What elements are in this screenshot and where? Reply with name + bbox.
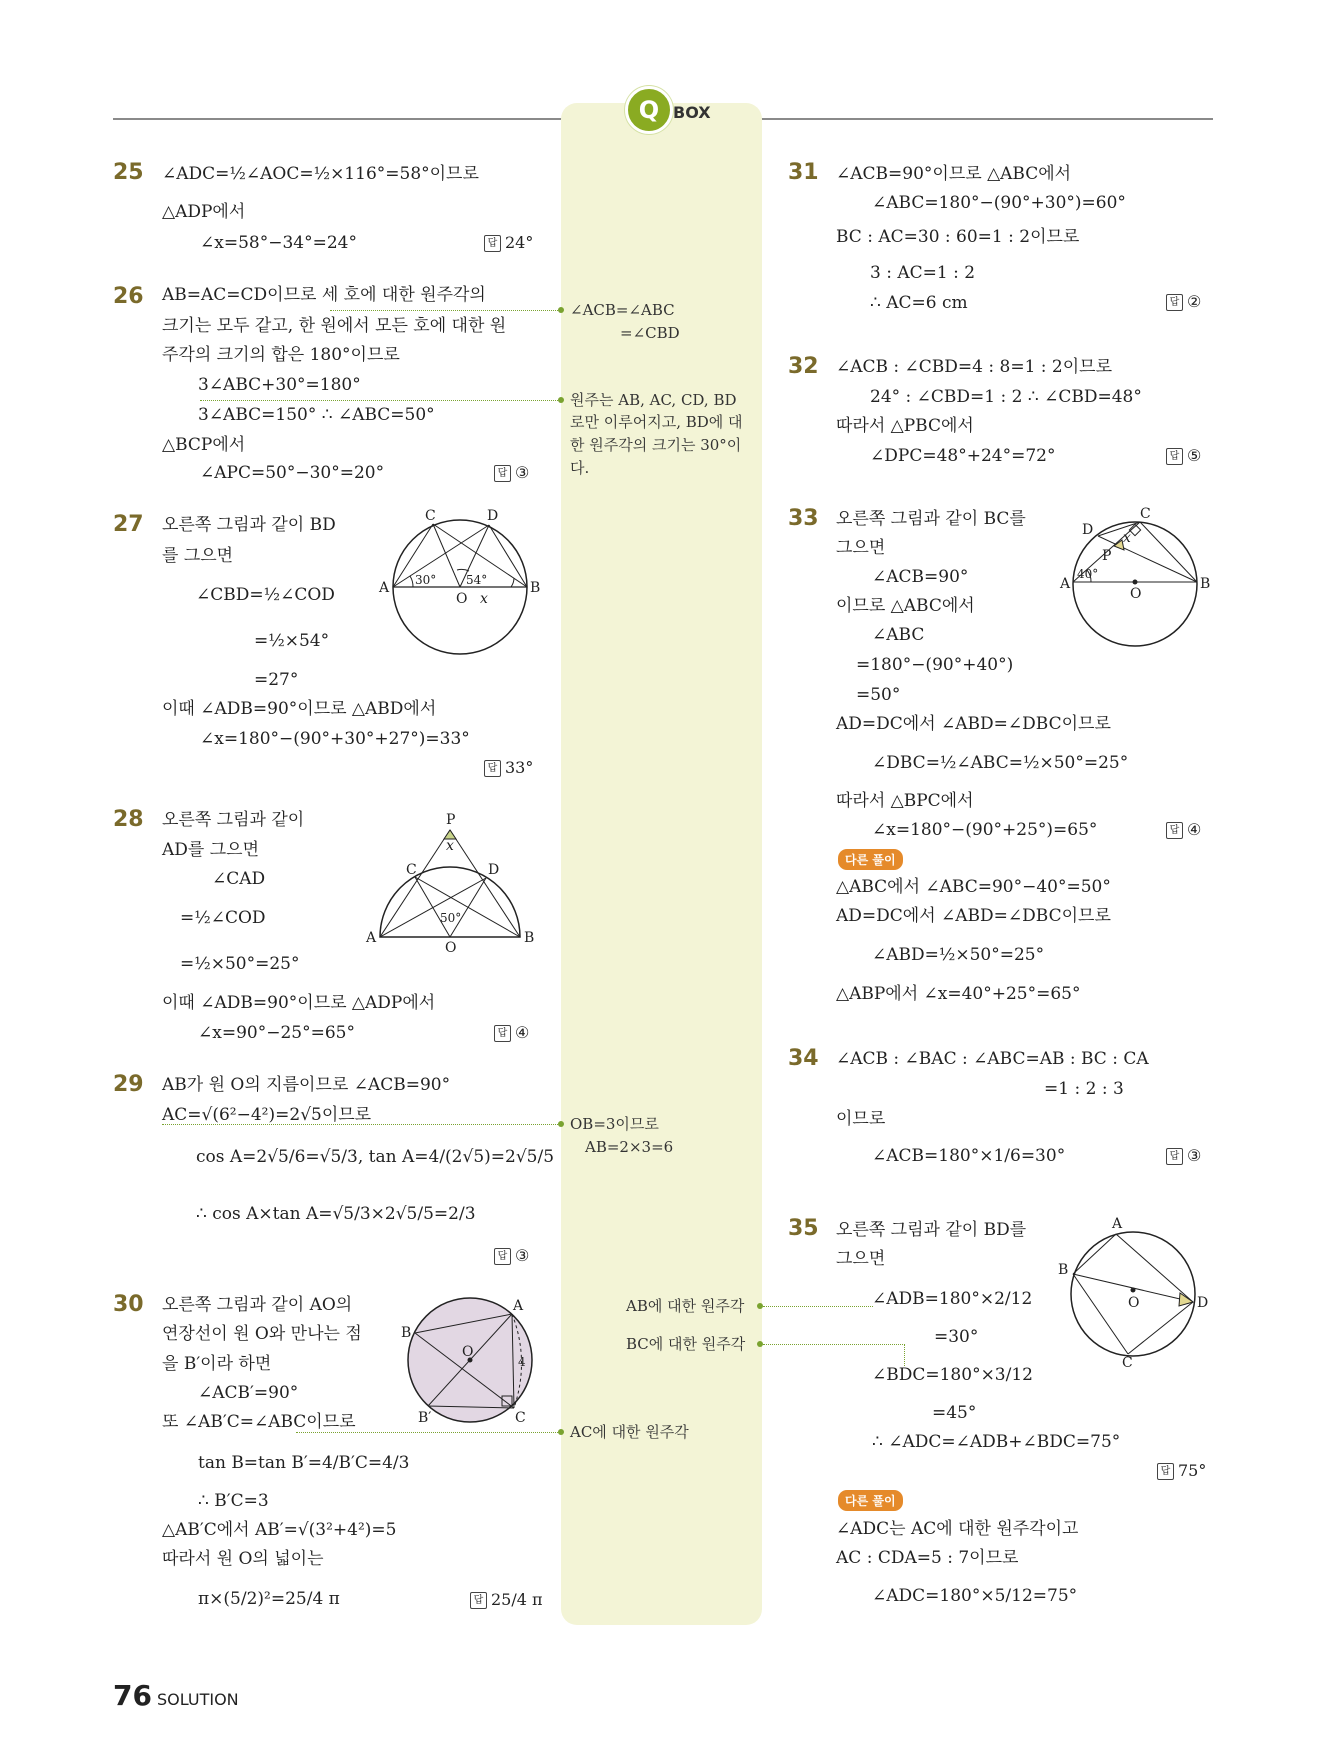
answer-icon: 답 [484, 760, 501, 777]
solution-line: tan B=tan B′=4/B′C=4/3 [198, 1453, 410, 1473]
answer: 답 ⑤ [1166, 446, 1201, 465]
figure-33 [1060, 506, 1211, 652]
fig33-label-o: O [1130, 586, 1142, 602]
solution-line: 오른쪽 그림과 같이 BC를 [836, 509, 1026, 529]
answer-icon: 답 [1157, 1463, 1174, 1480]
solution-line: ∴ cos A×tan A=√5/3×2√5/5=2/3 [196, 1204, 476, 1224]
fig28-label-b: B [524, 930, 535, 946]
problem-number: 33 [788, 506, 819, 531]
solution-line: =45° [932, 1403, 977, 1423]
solution-line: 연장선이 원 O와 만나는 점 [162, 1324, 362, 1344]
solution-line: AB가 원 O의 지름이므로 ∠ACB=90° [162, 1075, 451, 1095]
answer-icon: 답 [484, 235, 501, 252]
solution-line: 따라서 △BPC에서 [836, 791, 974, 811]
solution-line: 3 : AC=1 : 2 [870, 263, 976, 283]
box-label: BOX [673, 103, 711, 122]
solution-line: △BCP에서 [162, 435, 246, 455]
fig35-label-d: D [1197, 1295, 1209, 1311]
problem-number: 28 [113, 807, 144, 832]
qbox-note: AB에 대한 원주각 [626, 1297, 745, 1315]
solution-line: 이때 ∠ADB=90°이므로 △ADP에서 [162, 993, 436, 1013]
figure-28 [366, 812, 535, 956]
solution-line: ∠x=58°−34°=24° [200, 233, 357, 253]
answer-icon: 답 [1166, 822, 1183, 839]
fig33-label-d: D [1082, 522, 1094, 538]
solution-line: =½∠COD [180, 908, 266, 928]
qbox-note: AB=2×3=6 [585, 1138, 674, 1156]
fig33-label-a: A [1060, 576, 1071, 592]
solution-line: 을 B′이라 하면 [162, 1354, 272, 1374]
fig30-label-bprime: B′ [418, 1410, 432, 1426]
header-rule-left [113, 118, 565, 120]
fig30-label-4: 4 [518, 1355, 526, 1369]
qbox-note: AC에 대한 원주각 [570, 1423, 689, 1441]
qbox-note: 다. [570, 459, 590, 477]
fig27-label-c: C [425, 508, 436, 524]
solution-line: 오른쪽 그림과 같이 [162, 810, 305, 830]
solution-line: ∴ AC=6 cm [870, 293, 968, 313]
fig33-label-c: C [1140, 506, 1151, 522]
solution-line: =1 : 2 : 3 [1044, 1079, 1124, 1099]
solution-line: ∠ABC=180°−(90°+30°)=60° [872, 193, 1126, 213]
answer-icon: 답 [494, 1025, 511, 1042]
solution-line: AB=AC=CD이므로 세 호에 대한 원주각의 [162, 285, 486, 305]
solution-line: ∠ADC는 AC에 대한 원주각이고 [836, 1519, 1079, 1539]
answer: 답 ③ [494, 1246, 529, 1265]
solution-line: △ABP에서 ∠x=40°+25°=65° [836, 984, 1081, 1004]
solution-line: 주각의 크기의 합은 180°이므로 [162, 345, 400, 365]
fig33-label-x: x [1123, 530, 1131, 546]
note-connector [763, 1344, 905, 1345]
fig27-label-d: D [487, 508, 499, 524]
problem-number: 34 [788, 1046, 819, 1071]
fig28-label-x: x [446, 838, 454, 854]
solution-line: ∠ABD=½×50°=25° [872, 945, 1045, 965]
solution-line: 그으면 [836, 1249, 886, 1269]
solution-line: ∠CBD=½∠COD [196, 585, 335, 605]
note-connector [162, 1124, 558, 1125]
solution-line: ∠ACB=90°이므로 △ABC에서 [836, 164, 1072, 184]
fig30-label-b: B [401, 1325, 412, 1341]
answer-icon: 답 [1166, 448, 1183, 465]
qbox-note: 원주는 AB, AC, CD, BD [570, 391, 737, 409]
page-number: 76 [113, 1679, 152, 1712]
fig28-label-c: C [406, 862, 417, 878]
solution-line: ∠x=90°−25°=65° [198, 1023, 355, 1043]
problem-number: 35 [788, 1216, 819, 1241]
fig27-label-x: x [480, 591, 488, 607]
fig27-angle-54: 54° [466, 573, 488, 587]
problem-number: 27 [113, 512, 144, 537]
fig27-label-a: A [379, 580, 390, 596]
fig30-label-a: A [513, 1298, 524, 1314]
solution-line: ∴ B′C=3 [198, 1491, 269, 1511]
solution-line: AD를 그으면 [162, 840, 259, 860]
solution-line: 오른쪽 그림과 같이 BD를 [836, 1220, 1027, 1240]
solution-line: △ABC에서 ∠ABC=90°−40°=50° [836, 877, 1111, 897]
fig27-label-b: B [530, 580, 541, 596]
solution-line: 또 ∠AB′C=∠ABC이므로 [162, 1412, 356, 1432]
fig27-angle-30: 30° [415, 573, 437, 587]
fig30-label-o: O [462, 1344, 474, 1360]
solution-line: 3∠ABC+30°=180° [198, 375, 361, 395]
fig28-label-o: O [445, 940, 457, 956]
fig28-angle-50: 50° [440, 911, 462, 925]
solution-line: =180°−(90°+40°) [856, 655, 1014, 675]
note-connector [330, 310, 560, 311]
solution-line: ∠ADC=180°×5/12=75° [872, 1586, 1078, 1606]
fig28-label-a: A [366, 930, 377, 946]
solution-line: =½×50°=25° [180, 954, 300, 974]
problem-number: 29 [113, 1072, 144, 1097]
qbox-note: ∠ACB=∠ABC [570, 301, 675, 319]
answer: 답 ④ [494, 1023, 529, 1042]
answer: 답 ③ [1166, 1146, 1201, 1165]
solution-line: π×(5/2)²=25/4 π [198, 1589, 340, 1609]
solution-line: ∴ ∠ADC=∠ADB+∠BDC=75° [872, 1432, 1121, 1452]
qbox-note: BC에 대한 원주각 [626, 1335, 746, 1353]
fig33-label-p: P [1102, 548, 1112, 564]
qbox-note: OB=3이므로 [570, 1115, 659, 1133]
answer: 답 24° [484, 233, 533, 252]
solution-line: =½×54° [254, 631, 330, 651]
answer-icon: 답 [494, 1248, 511, 1265]
answer: 답 25/4 π [470, 1590, 543, 1609]
solution-line: 그으면 [836, 538, 886, 558]
header-rule-right [758, 118, 1213, 120]
fig33-label-b: B [1200, 576, 1211, 592]
solution-line: =30° [934, 1327, 979, 1347]
figure-35 [1058, 1214, 1218, 1371]
solution-line: ∠ADB=180°×2/12 [872, 1289, 1033, 1309]
solution-line: ∠x=180°−(90°+25°)=65° [872, 820, 1098, 840]
note-dot [558, 1121, 564, 1127]
figure-30 [400, 1290, 540, 1430]
fig33-angle-40: 40° [1077, 567, 1099, 581]
solution-line: 오른쪽 그림과 같이 BD [162, 515, 336, 535]
problem-number: 32 [788, 354, 819, 379]
problem-number: 26 [113, 284, 144, 309]
fig35-label-o: O [1128, 1295, 1140, 1311]
solution-line: 따라서 △PBC에서 [836, 416, 974, 436]
qbox-note: 로만 이루어지고, BD에 대 [570, 413, 743, 431]
solution-line: 이므로 [836, 1109, 886, 1129]
q-logo-icon: Q [625, 86, 673, 134]
solution-line: BC : AC=30 : 60=1 : 2이므로 [836, 227, 1080, 247]
answer: 답 ③ [494, 463, 529, 482]
note-dot [558, 1429, 564, 1435]
solution-line: AC : CDA=5 : 7이므로 [836, 1548, 1019, 1568]
fig28-label-p: P [446, 812, 456, 828]
fig35-label-b: B [1058, 1262, 1069, 1278]
solution-line: 를 그으면 [162, 546, 234, 566]
solution-line: ∠x=180°−(90°+30°+27°)=33° [200, 729, 470, 749]
solution-line: ∠ACB : ∠BAC : ∠ABC=AB : BC : CA [836, 1049, 1149, 1069]
answer: 답 ④ [1166, 820, 1201, 839]
solution-line: cos A=2√5/6=√5/3, tan A=4/(2√5)=2√5/5 [196, 1147, 555, 1167]
solution-line: ∠ACB′=90° [198, 1383, 299, 1403]
alt-solution-badge: 다른 풀이 [838, 1490, 903, 1511]
answer-icon: 답 [470, 1592, 487, 1609]
solution-line: △ADP에서 [162, 202, 246, 222]
alt-solution-badge: 다른 풀이 [838, 849, 903, 870]
fig27-label-o: O [456, 591, 468, 607]
fig28-label-d: D [488, 862, 500, 878]
problem-number: 31 [788, 160, 819, 185]
solution-line: ∠CAD [212, 869, 266, 889]
fig35-label-c: C [1122, 1355, 1133, 1371]
solution-line: 이므로 △ABC에서 [836, 596, 975, 616]
solution-line: 크기는 모두 같고, 한 원에서 모든 호에 대한 원 [162, 316, 507, 336]
section-label: SOLUTION [157, 1690, 239, 1709]
solution-line: AD=DC에서 ∠ABD=∠DBC이므로 [836, 714, 1111, 734]
solution-line: ∠ACB=90° [872, 567, 969, 587]
solution-line: 3∠ABC=150° ∴ ∠ABC=50° [198, 405, 435, 425]
answer-icon: 답 [1166, 294, 1183, 311]
problem-number: 25 [113, 160, 144, 185]
solution-line: ∠ADC=½∠AOC=½×116°=58°이므로 [162, 164, 479, 184]
qbox-note: 한 원주각의 크기는 30°이 [570, 436, 742, 454]
solution-line: ∠DPC=48°+24°=72° [870, 446, 1056, 466]
solution-line: 이때 ∠ADB=90°이므로 △ABD에서 [162, 699, 437, 719]
solution-line: AC=√(6²−4²)=2√5이므로 [162, 1105, 372, 1125]
solution-line: ∠ACB=180°×1/6=30° [872, 1146, 1066, 1166]
answer: 답 ② [1166, 292, 1201, 311]
qbox-note: =∠CBD [620, 324, 680, 342]
solution-line: 24° : ∠CBD=1 : 2 ∴ ∠CBD=48° [870, 387, 1142, 407]
figure-27 [379, 508, 541, 662]
note-connector [200, 400, 560, 401]
answer: 답 33° [484, 758, 533, 777]
solution-line: AD=DC에서 ∠ABD=∠DBC이므로 [836, 906, 1111, 926]
answer: 답 75° [1157, 1461, 1206, 1480]
solution-line: =27° [254, 670, 299, 690]
note-connector [904, 1344, 905, 1366]
solution-line: ∠ACB : ∠CBD=4 : 8=1 : 2이므로 [836, 357, 1113, 377]
note-connector [763, 1306, 873, 1307]
fig30-label-c: C [515, 1410, 526, 1426]
note-connector [296, 1432, 558, 1433]
solution-line: ∠APC=50°−30°=20° [200, 463, 385, 483]
solution-line: ∠DBC=½∠ABC=½×50°=25° [872, 753, 1129, 773]
solution-line: ∠BDC=180°×3/12 [872, 1365, 1033, 1385]
fig35-label-a: A [1112, 1216, 1123, 1232]
answer-icon: 답 [1166, 1148, 1183, 1165]
solution-line: 따라서 원 O의 넓이는 [162, 1549, 324, 1569]
solution-line: =50° [856, 685, 901, 705]
solution-line: ∠ABC [872, 625, 925, 645]
problem-number: 30 [113, 1292, 144, 1317]
solution-line: 오른쪽 그림과 같이 AO의 [162, 1295, 353, 1315]
solution-line: △AB′C에서 AB′=√(3²+4²)=5 [162, 1520, 397, 1540]
answer-icon: 답 [494, 465, 511, 482]
